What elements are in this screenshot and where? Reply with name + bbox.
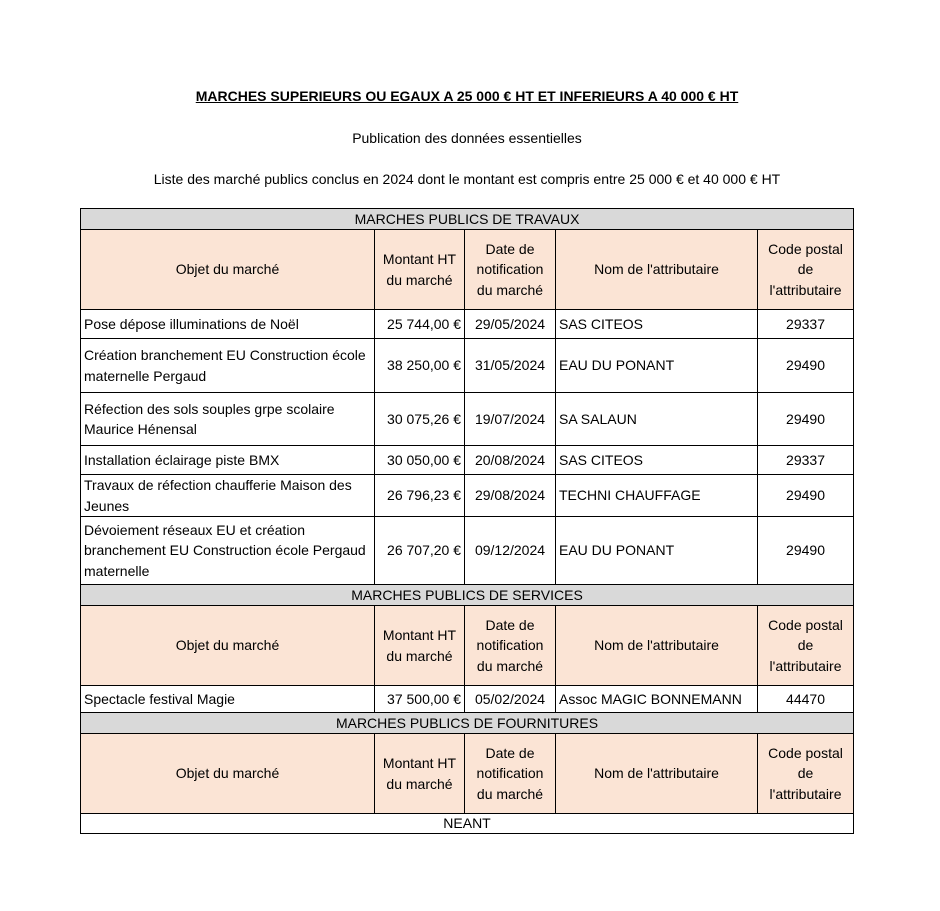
cell-date: 09/12/2024 — [465, 517, 556, 585]
table-row — [81, 686, 854, 713]
cell-nom: Assoc MAGIC BONNEMANN — [556, 686, 758, 713]
column-header-row — [81, 606, 854, 686]
header-objet: Objet du marché — [81, 230, 375, 310]
cell-date: 29/05/2024 — [465, 310, 556, 339]
cell-date: 05/02/2024 — [465, 686, 556, 713]
cell-code: 29337 — [758, 446, 854, 475]
cell-montant: 30 075,26 € — [375, 393, 465, 446]
cell-objet: Pose dépose illuminations de Noël — [81, 310, 375, 339]
cell-nom: SAS CITEOS — [556, 310, 758, 339]
table-row — [81, 393, 854, 446]
column-header-row — [81, 734, 854, 814]
header-montant: Montant HT du marché — [375, 606, 465, 686]
section-title: MARCHES PUBLICS DE FOURNITURES — [81, 713, 854, 734]
column-header-row — [81, 230, 854, 310]
header-nom: Nom de l'attributaire — [556, 606, 758, 686]
document-intro: Liste des marché publics conclus en 2024 dont le montant est compris entre 25 000 € et 40 000 € HT — [153, 171, 781, 187]
empty-label: NEANT — [81, 814, 854, 834]
document-title: MARCHES SUPERIEURS OU EGAUX A 25 000 € HT ET INFERIEURS A 40 000 € HT — [195, 88, 739, 104]
section-header-fournitures — [81, 713, 854, 734]
cell-date: 29/08/2024 — [465, 475, 556, 517]
cell-montant: 26 796,23 € — [375, 475, 465, 517]
table-row — [81, 310, 854, 339]
header-montant: Montant HT du marché — [375, 734, 465, 814]
section-title: MARCHES PUBLICS DE TRAVAUX — [81, 209, 854, 230]
cell-montant: 30 050,00 € — [375, 446, 465, 475]
cell-code: 29337 — [758, 310, 854, 339]
header-nom: Nom de l'attributaire — [556, 230, 758, 310]
header-code: Code postal de l'attributaire — [758, 230, 854, 310]
cell-date: 20/08/2024 — [465, 446, 556, 475]
empty-row — [81, 814, 854, 834]
cell-code: 29490 — [758, 517, 854, 585]
cell-date: 19/07/2024 — [465, 393, 556, 446]
header-nom: Nom de l'attributaire — [556, 734, 758, 814]
cell-nom: EAU DU PONANT — [556, 517, 758, 585]
table-row — [81, 446, 854, 475]
cell-objet: Création branchement EU Construction école maternelle Pergaud — [81, 339, 375, 393]
header-date: Date de notification du marché — [465, 230, 556, 310]
table-row — [81, 339, 854, 393]
cell-montant: 38 250,00 € — [375, 339, 465, 393]
cell-montant: 25 744,00 € — [375, 310, 465, 339]
cell-code: 29490 — [758, 339, 854, 393]
header-code: Code postal de l'attributaire — [758, 734, 854, 814]
cell-nom: SAS CITEOS — [556, 446, 758, 475]
cell-code: 29490 — [758, 393, 854, 446]
cell-date: 31/05/2024 — [465, 339, 556, 393]
cell-objet: Réfection des sols souples grpe scolaire Maurice Hénensal — [81, 393, 375, 446]
cell-code: 29490 — [758, 475, 854, 517]
cell-montant: 37 500,00 € — [375, 686, 465, 713]
cell-objet: Installation éclairage piste BMX — [81, 446, 375, 475]
cell-objet: Dévoiement réseaux EU et création branchement EU Construction école Pergaud maternelle — [81, 517, 375, 585]
cell-nom: EAU DU PONANT — [556, 339, 758, 393]
section-header-services — [81, 585, 854, 606]
cell-nom: TECHNI CHAUFFAGE — [556, 475, 758, 517]
cell-objet: Travaux de réfection chaufferie Maison des Jeunes — [81, 475, 375, 517]
section-title: MARCHES PUBLICS DE SERVICES — [81, 585, 854, 606]
cell-objet: Spectacle festival Magie — [81, 686, 375, 713]
header-date: Date de notification du marché — [465, 606, 556, 686]
table-row — [81, 517, 854, 585]
section-header-travaux — [81, 209, 854, 230]
cell-montant: 26 707,20 € — [375, 517, 465, 585]
table-row — [81, 475, 854, 517]
contracts-table — [80, 208, 854, 834]
header-date: Date de notification du marché — [465, 734, 556, 814]
cell-code: 44470 — [758, 686, 854, 713]
header-objet: Objet du marché — [81, 734, 375, 814]
header-code: Code postal de l'attributaire — [758, 606, 854, 686]
cell-nom: SA SALAUN — [556, 393, 758, 446]
header-montant: Montant HT du marché — [375, 230, 465, 310]
header-objet: Objet du marché — [81, 606, 375, 686]
document-subtitle: Publication des données essentielles — [352, 130, 582, 146]
